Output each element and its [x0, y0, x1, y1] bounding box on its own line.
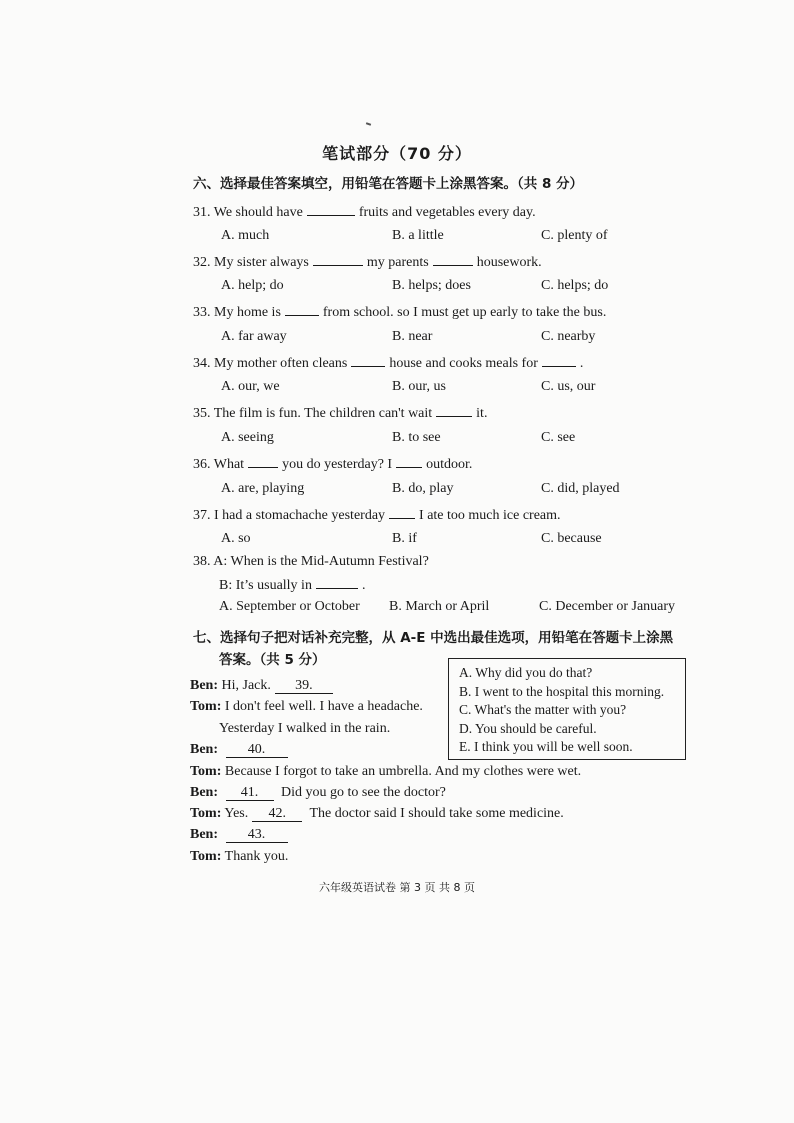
box-option-c: C. What's the matter with you?: [459, 702, 627, 718]
answer-blank: [389, 506, 415, 519]
option-35-c: C. see: [541, 430, 576, 445]
option-31-c: C. plenty of: [541, 228, 608, 243]
option-37-c: C. because: [541, 531, 602, 546]
option-33-b: B. near: [392, 329, 433, 344]
dialogue-line: Yesterday I walked in the rain.: [219, 721, 391, 736]
answer-blank-43: 43.: [226, 827, 288, 843]
option-36-b: B. do, play: [392, 481, 454, 496]
option-36-a: A. are, playing: [221, 481, 305, 496]
option-35-a: A. seeing: [221, 430, 274, 445]
option-37-b: B. if: [392, 531, 417, 546]
options-box: [448, 658, 686, 760]
section-6-heading: 六、选择最佳答案填空，用铅笔在答题卡上涂黑答案。（共 8 分）: [193, 176, 584, 192]
question-32: 32. My sister always my parents housework.: [193, 255, 542, 270]
answer-blank: [248, 455, 278, 468]
option-37-a: A. so: [221, 531, 251, 546]
answer-blank: [285, 303, 319, 316]
answer-blank: [396, 455, 422, 468]
dialogue-line: Tom: Because I forgot to take an umbrella. And my clothes were wet.: [190, 764, 582, 779]
dialogue-line: Ben: 43.: [190, 827, 292, 843]
option-38-c: C. December or January: [539, 599, 676, 614]
box-option-d: D. You should be careful.: [459, 720, 597, 736]
option-35-b: B. to see: [392, 430, 441, 445]
option-32-a: A. help; do: [221, 278, 284, 293]
question-38-b-line: B: It’s usually in .: [219, 578, 366, 593]
scan-speck: [366, 122, 371, 126]
option-34-b: B. our, us: [392, 379, 446, 394]
question-35: 35. The film is fun. The children can't wait it.: [193, 406, 488, 421]
answer-blank: [433, 253, 473, 266]
answer-blank: [307, 203, 355, 216]
dialogue-line: Ben: 40.: [190, 742, 292, 758]
question-37: 37. I had a stomachache yesterday I ate too much ice cream.: [193, 508, 561, 523]
option-31-a: A. much: [221, 228, 270, 243]
box-option-b: B. I went to the hospital this morning.: [459, 683, 665, 699]
answer-blank: [313, 253, 363, 266]
dialogue-line: Ben: 41. Did you go to see the doctor?: [190, 785, 446, 800]
answer-blank: [436, 404, 472, 417]
question-33: 33. My home is from school. so I must get up early to take the bus.: [193, 305, 607, 320]
option-33-a: A. far away: [221, 329, 287, 344]
dialogue-line: Tom: I don't feel well. I have a headache.: [190, 699, 423, 714]
question-36: 36. What you do yesterday? I outdoor.: [193, 457, 473, 472]
answer-blank: [542, 354, 576, 367]
option-32-c: C. helps; do: [541, 278, 609, 293]
option-31-b: B. a little: [392, 228, 444, 243]
dialogue-line: Ben: Hi, Jack. 39.: [190, 678, 337, 694]
answer-blank-39: 39.: [275, 678, 333, 694]
answer-blank: [351, 354, 385, 367]
option-33-c: C. nearby: [541, 329, 596, 344]
option-34-a: A. our, we: [221, 379, 280, 394]
answer-blank-41: 41.: [226, 785, 274, 801]
option-32-b: B. helps; does: [392, 278, 471, 293]
box-option-e: E. I think you will be well soon.: [459, 739, 633, 755]
question-38: 38. A: When is the Mid-Autumn Festival?: [193, 554, 429, 569]
option-38-b: B. March or April: [389, 599, 490, 614]
option-36-c: C. did, played: [541, 481, 620, 496]
option-38-a: A. September or October: [219, 599, 360, 614]
box-option-a: A. Why did you do that?: [459, 665, 593, 680]
dialogue-line: Tom: Yes. 42. The doctor said I should take some medicine.: [190, 806, 564, 821]
dialogue-line: Tom: Thank you.: [190, 849, 289, 864]
page-footer: 六年级英语试卷 第 3 页 共 8 页: [319, 881, 475, 894]
answer-blank: [316, 576, 358, 589]
answer-blank-42: 42.: [252, 806, 302, 822]
page-title: 笔试部分（70 分）: [322, 144, 472, 163]
question-31: 31. We should have fruits and vegetables every day.: [193, 205, 536, 220]
section-7-heading: 七、选择句子把对话补充完整，从 A-E 中选出最佳选项，用铅笔在答题卡上涂黑 答案。（共 5 分）: [193, 630, 674, 668]
answer-blank-40: 40.: [226, 742, 288, 758]
question-34: 34. My mother often cleans house and cooks meals for .: [193, 356, 584, 371]
option-34-c: C. us, our: [541, 379, 596, 394]
